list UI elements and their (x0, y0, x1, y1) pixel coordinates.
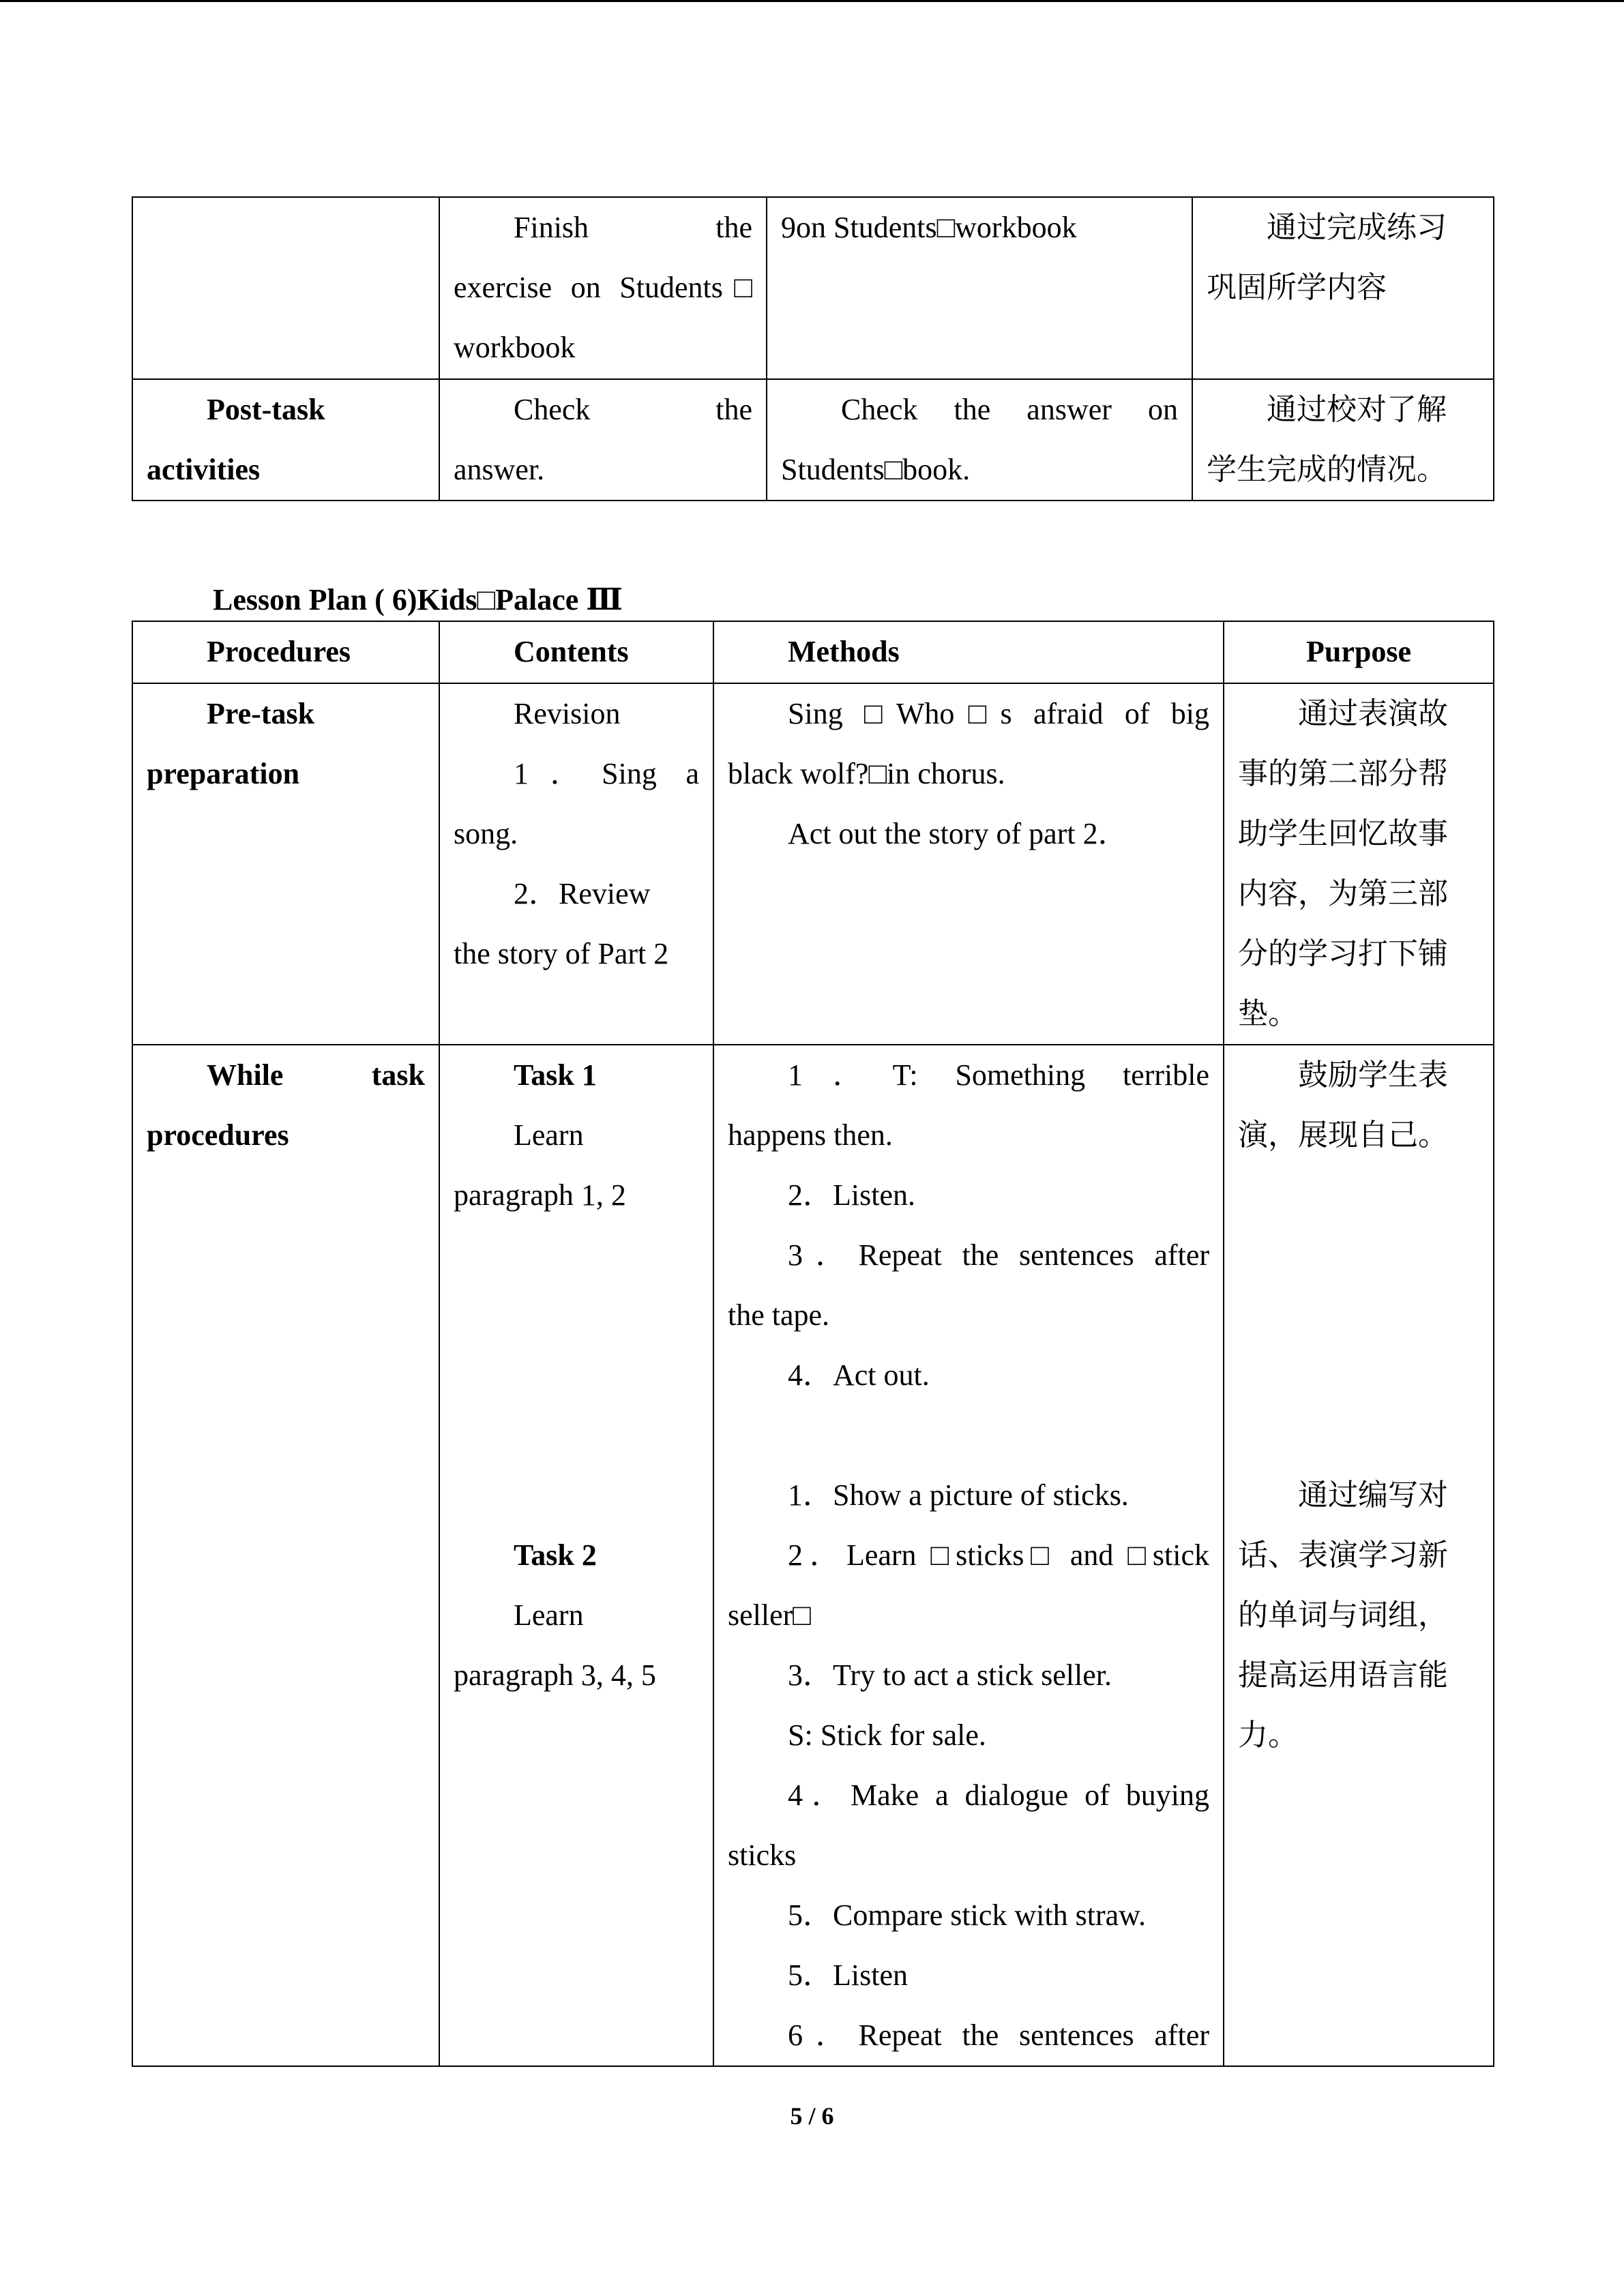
task1-title: Task 1 (514, 1058, 597, 1092)
stage-cell: Post-task activities (132, 379, 439, 501)
methods-cell: Check the answer on Students□book. (767, 379, 1192, 501)
stage-cell (132, 197, 439, 379)
header-row (132, 621, 1494, 683)
header-contents: Contents (439, 621, 713, 683)
lesson-plan-table (132, 621, 1494, 2067)
table-row (132, 1045, 1494, 2066)
table-row (132, 683, 1494, 1045)
continuation-table (132, 196, 1494, 501)
purpose-cell: 通过校对了解 学生完成的情况。 (1192, 379, 1494, 501)
contents-cell: Task 1 Learn paragraph 1, 2 Task 2 Learn paragraph 3, 4, 5 (439, 1045, 713, 2066)
lesson-plan-title: Lesson Plan ( 6)Kids□Palace Ⅲ (213, 583, 623, 616)
methods-cell: Sing □Who□s afraid of big black wolf?□in chorus. Act out the story of part 2． (713, 683, 1224, 1045)
contents-cell: Check the answer. (439, 379, 767, 501)
header-methods: Methods (713, 621, 1224, 683)
purpose-cell: 通过完成练习 巩固所学内容 (1192, 197, 1494, 379)
table-row (132, 379, 1494, 501)
page-number: 5 / 6 (790, 2102, 834, 2130)
contents-cell: Revision 1．Sing a song. 2．Review the story of Part 2 (439, 683, 713, 1045)
methods-cell: 9on Students□workbook (767, 197, 1192, 379)
task2-title: Task 2 (514, 1538, 597, 1572)
header-purpose: Purpose (1224, 621, 1494, 683)
top-border-line (0, 0, 1624, 2)
purpose-cell: 鼓励学生表 演，展现自己。 通过编写对 话、表演学习新 的单词与词组， 提高运用语言能 力。 (1224, 1045, 1494, 2066)
stage-cell: Pre-task preparation (132, 683, 439, 1045)
header-procedures: Procedures (132, 621, 439, 683)
purpose-cell: 通过表演故 事的第二部分帮 助学生回忆故事 内容，为第三部 分的学习打下铺 垫。 (1224, 683, 1494, 1045)
stage-cell: While task procedures (132, 1045, 439, 2066)
table-row (132, 197, 1494, 379)
contents-cell: Finish the exercise on Students□ workbook (439, 197, 767, 379)
methods-cell: 1．T: Something terrible happens then. 2．Listen. 3．Repeat the sentences after the tape. 4．Act out. 1．Show a picture of sticks. 2．Learn □sticks□ and □stick seller□ 3．Try to act a stick seller. S: Stick for sale. 4．Make a dialogue of buying sticks 5．Compare stick with straw. 5．Listen 6．Repeat the sentences after (713, 1045, 1224, 2066)
